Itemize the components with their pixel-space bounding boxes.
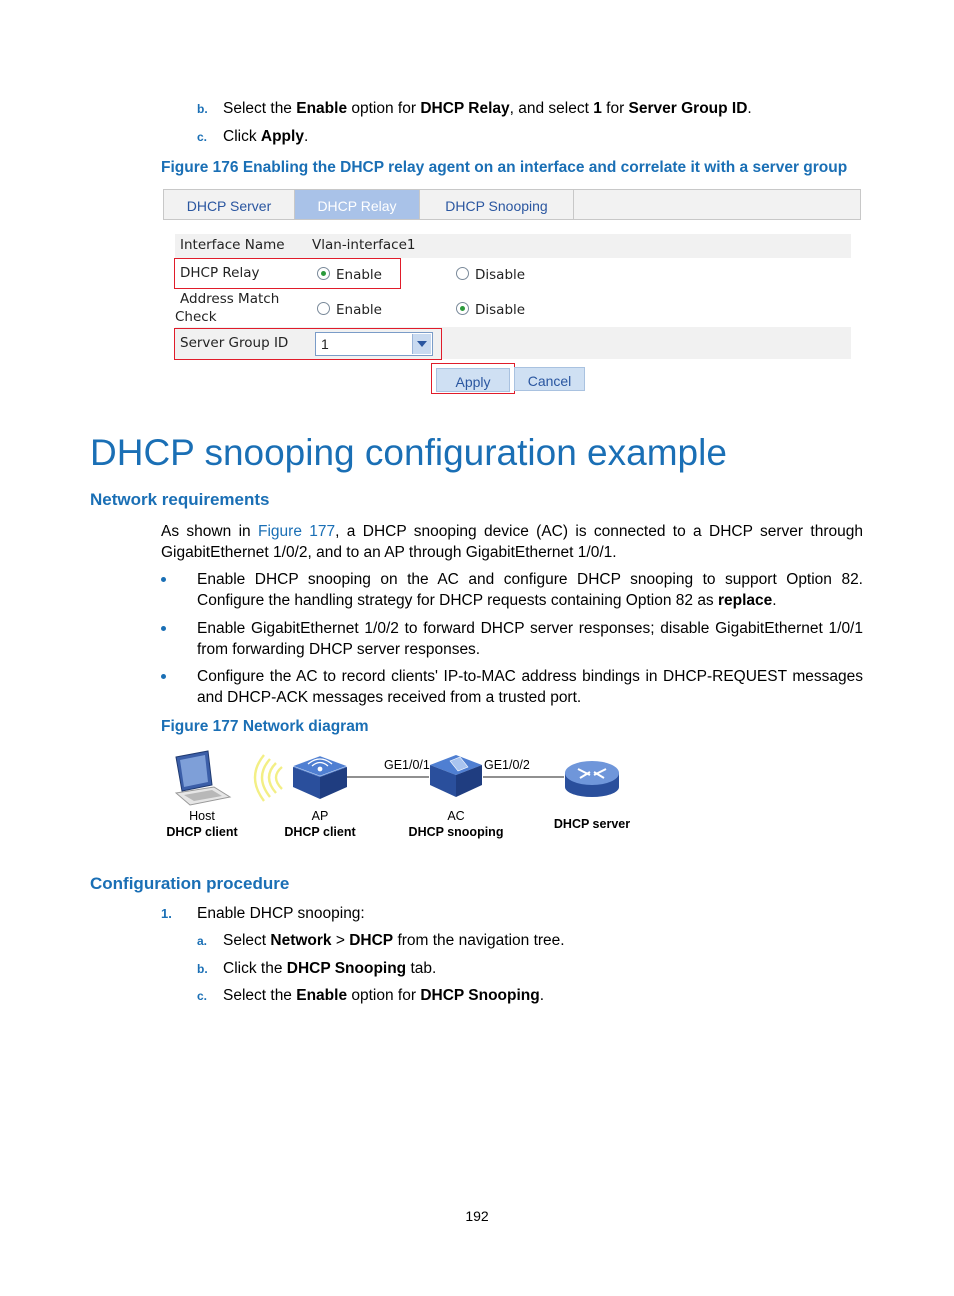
wireless-icon [255, 755, 282, 801]
address-match-enable-radio[interactable] [317, 302, 330, 315]
step-1-text: Enable DHCP snooping: [197, 905, 365, 922]
bullet-item [161, 666, 863, 708]
address-match-disable-label: Disable [475, 302, 526, 318]
text: option for [347, 100, 421, 117]
text: . [303, 128, 309, 145]
server-group-label: Server Group ID [180, 335, 289, 351]
text: . [747, 100, 752, 117]
bullet-item [161, 569, 863, 611]
relay-enable-radio[interactable] [317, 267, 330, 280]
text: tab. [406, 960, 437, 977]
access-point-icon [293, 756, 347, 799]
bold-text: Enable [296, 100, 348, 117]
text: option for [347, 987, 421, 1004]
cancel-button[interactable]: Cancel [514, 367, 585, 391]
ac-role: DHCP snooping [408, 825, 504, 839]
bold-text: Server Group ID [628, 100, 748, 117]
bold-text: DHCP Snooping [286, 960, 407, 977]
text: , a DHCP snooping device (AC) is connected to a DHCP server through GigabitEthernet 1/0/2, and to an AP through GigabitEthernet 1/0/1. [161, 523, 863, 561]
step-number: 1. [161, 906, 172, 921]
text: . [539, 987, 545, 1004]
page-number: 192 [465, 1208, 489, 1224]
address-match-disable-radio[interactable] [456, 302, 469, 315]
address-match-label-2: Check [175, 309, 217, 325]
bold-text: Network [270, 932, 332, 949]
text: As shown in [161, 523, 258, 540]
step-letter: a. [197, 934, 208, 948]
server-role: DHCP server [553, 817, 631, 831]
network-diagram [160, 745, 640, 810]
ap-role: DHCP client [284, 825, 356, 839]
chevron-down-icon[interactable] [412, 334, 431, 354]
bold-text: DHCP Relay [420, 100, 510, 117]
tab-dhcp-server[interactable]: DHCP Server [164, 190, 295, 219]
port-ge1-0-2: GE1/0/2 [484, 758, 530, 772]
section-title: DHCP snooping configuration example [90, 432, 727, 473]
relay-disable-radio[interactable] [456, 267, 469, 280]
text: Click the [223, 960, 287, 977]
tab-bar [163, 189, 861, 220]
server-group-select[interactable] [315, 332, 433, 356]
bullet-item [161, 618, 863, 660]
address-match-enable-label: Enable [336, 302, 382, 318]
access-controller-icon [430, 755, 482, 797]
bullet-icon [161, 674, 166, 679]
bold-text: Enable [296, 987, 348, 1004]
text: Enable GigabitEthernet 1/0/2 to forward DHCP server responses; disable GigabitEthernet 1/0/1 from forwarding DHCP server responses. [197, 620, 863, 658]
relay-enable-label: Enable [336, 267, 382, 283]
host-name: Host [189, 809, 215, 823]
text: > [331, 932, 350, 949]
relay-disable-label: Disable [475, 267, 526, 283]
tab-dhcp-snooping[interactable]: DHCP Snooping [420, 190, 574, 219]
bullet-icon [161, 626, 166, 631]
server-group-value: 1 [321, 336, 329, 352]
figure-176-caption: Figure 176 Enabling the DHCP relay agent on an interface and correlate it with a server group [161, 159, 848, 176]
text: Select the [223, 987, 297, 1004]
text: Select the [223, 100, 297, 117]
network-requirements-heading: Network requirements [90, 490, 270, 509]
text: Enable DHCP snooping on the AC and configure DHCP snooping to support Option 82. Configure the handling strategy for DHCP requests containing Option 82 as [197, 571, 863, 609]
interface-name-value: Vlan-interface1 [312, 237, 416, 253]
step-letter: c. [197, 989, 208, 1003]
router-icon [565, 761, 619, 797]
port-ge1-0-1: GE1/0/1 [384, 758, 430, 772]
text: . [772, 592, 777, 609]
configuration-procedure-heading: Configuration procedure [90, 874, 290, 893]
bullet-icon [161, 577, 166, 582]
bold-text: Apply [260, 128, 304, 145]
laptop-icon [176, 751, 230, 805]
dhcp-relay-label: DHCP Relay [180, 265, 260, 281]
bold-text: 1 [593, 100, 602, 117]
figure-177-link[interactable]: Figure 177 [258, 523, 336, 540]
text: from the navigation tree. [393, 932, 565, 949]
interface-name-label: Interface Name [180, 237, 285, 253]
text: Click [223, 128, 261, 145]
step-letter: b. [197, 102, 208, 116]
ac-name: AC [447, 809, 465, 823]
ap-name: AP [311, 809, 329, 823]
step-letter: b. [197, 962, 208, 976]
network-requirements-intro [161, 521, 863, 563]
text: , and select [509, 100, 594, 117]
text: Select [223, 932, 271, 949]
text: Configure the AC to record clients' IP-to-MAC address bindings in DHCP-REQUEST messages and DHCP-ACK messages received from a trusted port. [197, 668, 863, 706]
bold-text: DHCP Snooping [420, 987, 540, 1004]
address-match-label-1: Address Match [180, 291, 280, 307]
bold-text: DHCP [349, 932, 394, 949]
bold-text: replace [718, 592, 773, 609]
text: for [601, 100, 629, 117]
apply-button[interactable]: Apply [436, 368, 510, 392]
step-letter: c. [197, 130, 208, 144]
tab-dhcp-relay[interactable]: DHCP Relay [295, 190, 420, 219]
host-role: DHCP client [166, 825, 238, 839]
figure-177-caption: Figure 177 Network diagram [161, 718, 369, 735]
